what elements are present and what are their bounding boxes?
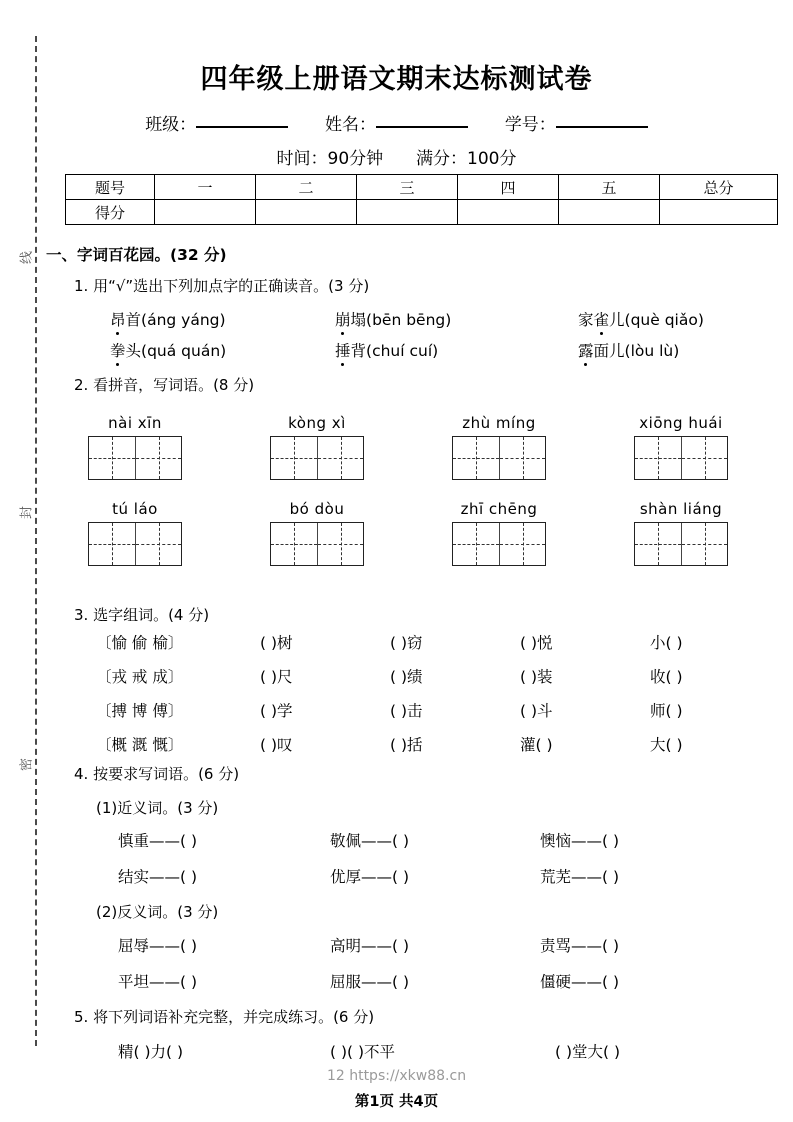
score-cell-4[interactable]	[458, 200, 559, 225]
q3-row-4-choices: 〔概 溉 慨〕	[96, 736, 184, 754]
q1-item-5-options[interactable]: (chuí cuí)	[366, 342, 439, 360]
class-label: 班级：	[145, 115, 197, 135]
row-label-question-no: 题号	[66, 175, 155, 200]
seal-char-2: 封	[19, 506, 35, 520]
q3-row-2-blank-2[interactable]: ( )绩	[390, 668, 423, 686]
score-cell-1[interactable]	[155, 200, 256, 225]
q3-row-2-blank-4[interactable]: 收( )	[650, 668, 683, 686]
tianzige-cell[interactable]	[89, 523, 135, 565]
pinyin-grid-1	[88, 414, 182, 480]
q1-item-2-options[interactable]: (bēn bēng)	[366, 311, 452, 329]
q4-syn-row1-item3[interactable]: 懊恼——( )	[540, 832, 620, 850]
q3-row-3-blank-4[interactable]: 师( )	[650, 702, 683, 720]
q5-item-2[interactable]: ( )( )不平	[330, 1043, 396, 1061]
tianzige-6[interactable]	[270, 522, 364, 566]
q3-row-1-choices: 〔愉 偷 榆〕	[96, 634, 184, 652]
q3-row-1-blank-3[interactable]: ( )悦	[520, 634, 553, 652]
identity-row	[0, 110, 793, 135]
q1-item-2-dotchar: 崩	[335, 308, 351, 330]
exam-info-row	[0, 144, 793, 169]
question-3-title: 3. 选字组词。(4 分)	[74, 606, 210, 624]
score-table	[65, 174, 778, 225]
name-input[interactable]	[376, 126, 468, 128]
tianzige-3[interactable]	[452, 436, 546, 480]
score-cell-2[interactable]	[256, 200, 357, 225]
q3-row-2-blank-3[interactable]: ( )装	[520, 668, 553, 686]
page-number: 第1页 共4页	[354, 1094, 439, 1110]
q1-item-3-post: 儿	[609, 311, 625, 329]
column-header-3: 三	[357, 175, 458, 200]
seal-line-divider	[35, 36, 37, 1046]
pinyin-text-6: bó dòu	[289, 500, 345, 518]
q1-item-5-post: 背	[350, 342, 367, 360]
q1-item-1-post: 首	[125, 311, 142, 329]
question-4-title: 4. 按要求写词语。(6 分)	[74, 765, 240, 783]
q4-syn-row1-item1[interactable]: 慎重——( )	[118, 832, 198, 850]
q3-row-1-blank-2[interactable]: ( )窃	[390, 634, 423, 652]
q4-syn-row1-item2[interactable]: 敬佩——( )	[330, 832, 410, 850]
q3-row-3-blank-1[interactable]: ( )学	[260, 702, 293, 720]
q4-ant-row2-item2[interactable]: 屈服——( )	[330, 973, 410, 991]
column-header-1: 一	[155, 175, 256, 200]
number-input[interactable]	[556, 126, 648, 128]
q1-item-2-post: 塌	[350, 311, 367, 329]
tianzige-cell[interactable]	[271, 437, 317, 479]
tianzige-cell[interactable]	[453, 523, 499, 565]
q1-item-3-options[interactable]: (què qiǎo)	[624, 311, 704, 329]
column-header-5: 五	[559, 175, 660, 200]
pinyin-grid-6	[270, 500, 364, 566]
q3-row-1-blank-4[interactable]: 小( )	[650, 634, 683, 652]
tianzige-cell[interactable]	[499, 437, 545, 479]
q1-item-6-post: 面儿	[593, 342, 625, 360]
q4-syn-row2-item3[interactable]: 荒芜——( )	[540, 868, 620, 886]
tianzige-4[interactable]	[634, 436, 728, 480]
q1-item-6	[578, 339, 679, 361]
tianzige-cell[interactable]	[635, 437, 681, 479]
q1-item-2	[335, 308, 451, 330]
table-row-header	[66, 175, 778, 200]
q5-item-3[interactable]: ( )堂大( )	[555, 1043, 621, 1061]
tianzige-cell[interactable]	[635, 523, 681, 565]
pinyin-grid-8	[634, 500, 728, 566]
pinyin-text-5: tú láo	[112, 500, 158, 518]
q1-item-1	[110, 308, 226, 330]
number-field	[505, 110, 648, 135]
pinyin-text-7: zhī chēng	[460, 500, 538, 518]
q1-item-6-dotchar: 露	[578, 339, 594, 361]
score-cell-total[interactable]	[660, 200, 778, 225]
name-label: 姓名：	[325, 115, 376, 135]
time-label: 时间：90分钟	[276, 149, 384, 169]
pinyin-text-4: xiōng huái	[639, 414, 723, 432]
q1-item-1-options[interactable]: (áng yáng)	[141, 311, 226, 329]
pinyin-grid-3	[452, 414, 546, 480]
q4-ant-row1-item1[interactable]: 屈辱——( )	[118, 937, 198, 955]
tianzige-5[interactable]	[88, 522, 182, 566]
tianzige-cell[interactable]	[453, 437, 499, 479]
q3-row-2-choices: 〔戎 戒 成〕	[96, 668, 184, 686]
tianzige-1[interactable]	[88, 436, 182, 480]
tianzige-2[interactable]	[270, 436, 364, 480]
watermark-text: 12 https://xkw88.cn	[326, 1068, 467, 1084]
row-label-score: 得分	[66, 200, 155, 225]
q3-row-3-blank-3[interactable]: ( )斗	[520, 702, 553, 720]
tianzige-cell[interactable]	[271, 523, 317, 565]
column-header-2: 二	[256, 175, 357, 200]
table-row-score	[66, 200, 778, 225]
q4-syn-row2-item1[interactable]: 结实——( )	[118, 868, 198, 886]
class-input[interactable]	[196, 126, 288, 128]
pinyin-text-3: zhù míng	[462, 414, 536, 432]
q3-row-4-blank-1[interactable]: ( )叹	[260, 736, 293, 754]
q4-ant-row1-item2[interactable]: 高明——( )	[330, 937, 410, 955]
q1-item-6-options[interactable]: (lòu lù)	[624, 342, 680, 360]
q3-row-3-blank-2[interactable]: ( )击	[390, 702, 423, 720]
pinyin-text-1: nài xīn	[108, 414, 162, 432]
q1-item-3-pre: 家	[578, 311, 594, 329]
q1-item-4	[110, 339, 226, 361]
page-title: 四年级上册语文期末达标测试卷	[200, 64, 593, 95]
column-header-total: 总分	[660, 175, 778, 200]
q3-row-4-blank-4[interactable]: 大( )	[650, 736, 683, 754]
section-heading-1: 一、字词百花园。(32 分)	[46, 246, 227, 264]
q1-item-4-post: 头	[125, 342, 142, 360]
q1-item-1-dotchar: 昂	[110, 308, 126, 330]
question-1-title: 1. 用“√”选出下列加点字的正确读音。(3 分)	[74, 277, 370, 295]
tianzige-cell[interactable]	[317, 523, 363, 565]
q1-item-4-options[interactable]: (quá quán)	[141, 342, 227, 360]
question-5-title: 5. 将下列词语补充完整，并完成练习。(6 分)	[74, 1008, 375, 1026]
seal-char-1: 线	[19, 251, 35, 265]
q4-syn-row2-item2[interactable]: 优厚——( )	[330, 868, 410, 886]
q1-item-4-dotchar: 拳	[110, 339, 126, 361]
name-field	[325, 110, 468, 135]
tianzige-cell[interactable]	[681, 437, 727, 479]
question-4-sub1-title: (1)近义词。(3 分)	[96, 799, 219, 817]
tianzige-cell[interactable]	[317, 437, 363, 479]
score-cell-3[interactable]	[357, 200, 458, 225]
q4-ant-row1-item3[interactable]: 责骂——( )	[540, 937, 620, 955]
column-header-4: 四	[458, 175, 559, 200]
tianzige-cell[interactable]	[499, 523, 545, 565]
tianzige-cell[interactable]	[681, 523, 727, 565]
tianzige-7[interactable]	[452, 522, 546, 566]
tianzige-8[interactable]	[634, 522, 728, 566]
class-field	[145, 110, 288, 135]
q4-ant-row2-item3[interactable]: 僵硬——( )	[540, 973, 620, 991]
tianzige-cell[interactable]	[89, 437, 135, 479]
pinyin-grid-2	[270, 414, 364, 480]
full-marks-label: 满分：100分	[416, 149, 517, 169]
pinyin-text-2: kòng xì	[288, 414, 346, 432]
q3-row-3-choices: 〔搏 博 傅〕	[96, 702, 184, 720]
pinyin-grid-7	[452, 500, 546, 566]
q5-item-1[interactable]: 精( )力( )	[118, 1043, 184, 1061]
number-label: 学号：	[504, 115, 556, 135]
q1-item-5-dotchar: 捶	[335, 339, 351, 361]
q1-item-5	[335, 339, 438, 361]
pinyin-text-8: shàn liáng	[639, 500, 723, 518]
score-cell-5[interactable]	[559, 200, 660, 225]
q1-item-3	[578, 308, 704, 330]
q4-ant-row2-item1[interactable]: 平坦——( )	[118, 973, 198, 991]
q3-row-1-blank-1[interactable]: ( )树	[260, 634, 293, 652]
question-4-sub2-title: (2)反义词。(3 分)	[96, 903, 219, 921]
q1-item-3-dotchar: 雀	[594, 308, 610, 330]
question-2-title: 2. 看拼音，写词语。(8 分)	[74, 376, 255, 394]
tianzige-cell[interactable]	[135, 437, 181, 479]
tianzige-cell[interactable]	[135, 523, 181, 565]
q3-row-2-blank-1[interactable]: ( )尺	[260, 668, 293, 686]
q3-row-4-blank-2[interactable]: ( )括	[390, 736, 423, 754]
q3-row-4-blank-3[interactable]: 灌( )	[520, 736, 553, 754]
pinyin-grid-5	[88, 500, 182, 566]
seal-char-3: 密	[19, 758, 35, 772]
pinyin-grid-4	[634, 414, 728, 480]
